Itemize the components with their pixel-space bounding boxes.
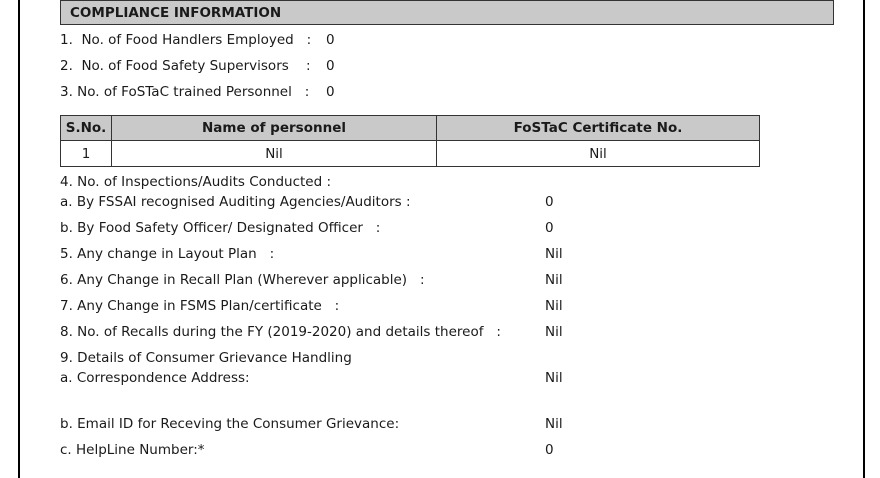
food-safety-officer-label: b. By Food Safety Officer/ Designated Officer :	[60, 220, 381, 236]
section-title: COMPLIANCE INFORMATION	[60, 0, 834, 25]
fssai-auditors-value: 0	[545, 194, 554, 210]
fostac-trained-value: 0	[326, 84, 335, 100]
grievance-email-label: b. Email ID for Receving the Consumer Grievance:	[60, 416, 400, 432]
food-handlers-value: 0	[326, 32, 335, 48]
fostac-trained-label: 3. No. of FoSTaC trained Personnel :	[60, 84, 310, 100]
food-safety-supervisors-value: 0	[326, 58, 335, 74]
helpline-value: 0	[545, 442, 554, 458]
recall-plan-label: 6. Any Change in Recall Plan (Wherever applicable) :	[60, 272, 425, 288]
food-safety-supervisors-label: 2. No. of Food Safety Supervisors :	[60, 58, 311, 74]
correspondence-address-value: Nil	[545, 370, 563, 386]
personnel-table	[60, 115, 760, 167]
inspections-heading: 4. No. of Inspections/Audits Conducted :	[60, 174, 332, 190]
layout-plan-value: Nil	[545, 246, 563, 262]
fsms-plan-value: Nil	[545, 298, 563, 314]
fssai-auditors-label: a. By FSSAI recognised Auditing Agencies/Auditors :	[60, 194, 411, 210]
column-header-name: Name of personnel	[112, 116, 437, 141]
recalls-label: 8. No. of Recalls during the FY (2019-2020) and details thereof :	[60, 324, 501, 340]
recalls-value: Nil	[545, 324, 563, 340]
food-handlers-label: 1. No. of Food Handlers Employed :	[60, 32, 312, 48]
fsms-plan-label: 7. Any Change in FSMS Plan/certificate :	[60, 298, 340, 314]
recall-plan-value: Nil	[545, 272, 563, 288]
table-header-row	[61, 116, 760, 141]
grievance-email-value: Nil	[545, 416, 563, 432]
layout-plan-label: 5. Any change in Layout Plan :	[60, 246, 275, 262]
table-row	[61, 141, 760, 167]
cell-name: Nil	[112, 141, 437, 167]
food-safety-officer-value: 0	[545, 220, 554, 236]
helpline-label: c. HelpLine Number:*	[60, 442, 205, 458]
cell-certificate: Nil	[437, 141, 760, 167]
column-header-certificate: FoSTaC Certificate No.	[437, 116, 760, 141]
correspondence-address-label: a. Correspondence Address:	[60, 370, 250, 386]
grievance-heading: 9. Details of Consumer Grievance Handling	[60, 350, 352, 366]
cell-sno: 1	[61, 141, 112, 167]
column-header-sno: S.No.	[61, 116, 112, 141]
